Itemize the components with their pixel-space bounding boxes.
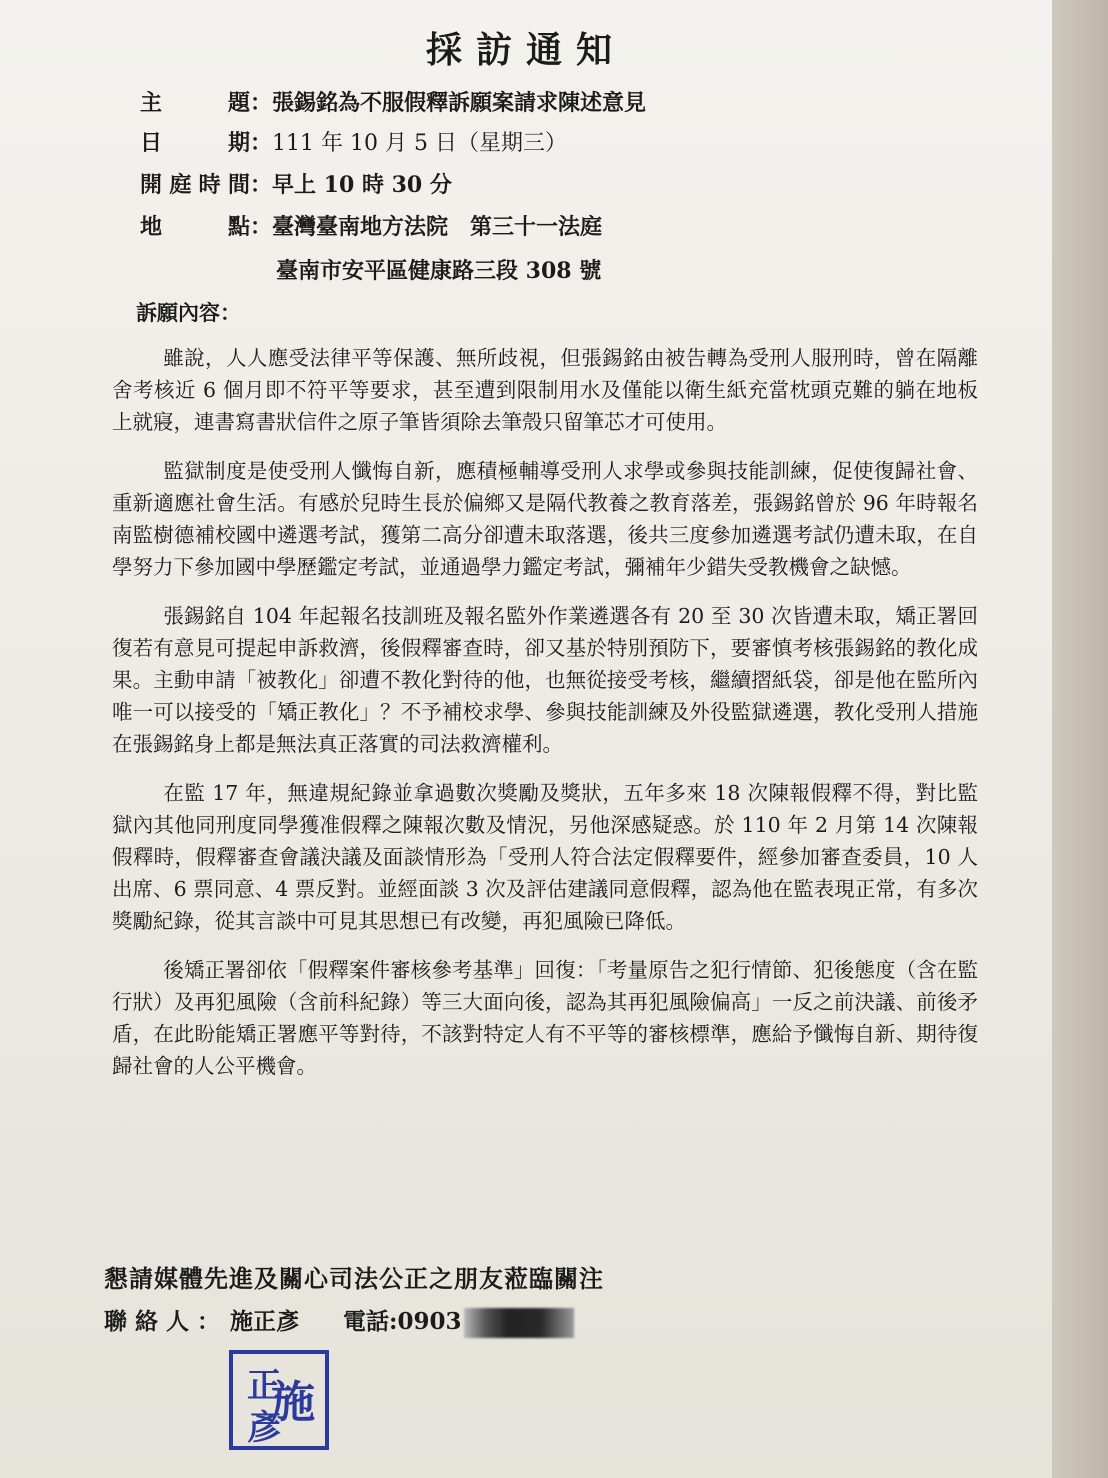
paragraph-2: 監獄制度是使受刑人懺悔自新，應積極輔導受刑人求學或參與技能訓練，促使復歸社會、重新適應社會生活。有感於兒時生長於偏鄉又是隔代教養之教育落差，張錫銘曾於 96 年時報名南監樹德補校國中遴選考試，獲第二高分卻遭未取落選，後共三度參加遴選考試仍遭未取，在自學努力下參加國中學歷鑑定考試，並通過學力鑑定考試，彌補年少錯失受教機會之缺憾。	[112, 459, 978, 579]
paragraph-3: 張錫銘自 104 年起報名技訓班及報名監外作業遴選各有 20 至 30 次皆遭未取，矯正署回復若有意見可提起申訴救濟，後假釋審查時，卻又基於特別預防下，要審慎考核張錫銘的教化成果。主動申請「被教化」卻遭不教化對待的他，也無從接受考核，繼續摺紙袋，卻是他在監所內唯一可以接受的「矯正教化」？不予補校求學、參與技能訓練及外役監獄遴選，教化受刑人措施在張錫銘身上都是無法真正落實的司法救濟權利。	[112, 604, 978, 756]
content-label: 訴願內容：	[136, 300, 241, 325]
time-value: 早上 10 時 30 分	[272, 172, 452, 198]
subject-value: 張錫銘為不服假釋訴願案請求陳述意見	[272, 90, 647, 116]
content-body	[112, 342, 978, 1099]
time-row: 開庭時間：早上 10 時 30 分	[140, 166, 452, 204]
place-value-line2: 臺南市安平區健康路三段 308 號	[276, 258, 602, 284]
seal-char-1: 施	[271, 1377, 315, 1428]
paragraph-5: 後矯正署卻依「假釋案件審核參考基準」回復：「考量原告之犯行情節、犯後態度（含在監行狀）及再犯風險（含前科紀錄）等三大面向後，認為其再犯風險偏高」一反之前決議、前後矛盾，在此盼能矯正署應平等對待，不該對特定人有不平等的審核標準，應給予懺悔自新、期待復歸社會的人公平機會。	[112, 958, 978, 1078]
contact-name: 施正彥	[230, 1308, 299, 1335]
phone-label: 電話:	[343, 1308, 398, 1335]
background-edge	[1052, 0, 1108, 1478]
place-row-2	[140, 252, 601, 290]
paragraph-1: 雖說，人人應受法律平等保護、無所歧視，但張錫銘由被告轉為受刑人服刑時，曾在隔離舍考核近 6 個月即不符平等要求，甚至遭到限制用水及僅能以衛生紙充當枕頭克難的躺在地板上就寢，連書寫書狀信件之原子筆皆須除去筆殼只留筆芯才可使用。	[112, 346, 978, 434]
date-row: 日 期：111 年 10 月 5 日（星期三）	[140, 124, 567, 163]
subject-label: 主 題	[140, 90, 250, 116]
phone-number: 0903	[397, 1308, 462, 1335]
subject-row: 主 題：張錫銘為不服假釋訴願案請求陳述意見	[140, 84, 646, 122]
seal-char-3: 彥	[247, 1408, 281, 1448]
place-label: 地 點	[140, 214, 250, 240]
paragraph-4: 在監 17 年，無違規紀錄並拿過數次獎勵及獎狀，五年多來 18 次陳報假釋不得，對比監獄內其他同刑度同學獲准假釋之陳報次數及情況，另他深感疑惑。於 110 年 2 月第 14 次陳報假釋時，假釋審查會議決議及面談情形為「受刑人符合法定假釋要件，經參加審查委員，10 人出席、6 票同意、4 票反對。並經面談 3 次及評估建議同意假釋，認為他在監表現正常，有多次獎勵紀錄，從其言談中可見其思想已有改變，再犯風險已降低。	[112, 781, 978, 933]
contact-label: 聯絡人：	[104, 1308, 228, 1335]
redacted-phone-digits	[464, 1308, 574, 1338]
date-label: 日 期	[140, 130, 250, 156]
name-seal-stamp	[229, 1350, 329, 1450]
time-label: 開庭時間	[140, 172, 250, 198]
place-value-line1: 臺灣臺南地方法院 第三十一法庭	[272, 214, 603, 240]
seal-char-2: 正	[247, 1366, 281, 1406]
contact-line	[104, 1303, 574, 1338]
date-value: 111 年 10 月 5 日（星期三）	[272, 131, 567, 156]
media-appeal: 懇請媒體先進及關心司法公正之朋友蒞臨關注	[104, 1264, 604, 1293]
place-row: 地 點：臺灣臺南地方法院 第三十一法庭	[140, 208, 602, 246]
document-title: 採訪通知	[425, 29, 626, 71]
